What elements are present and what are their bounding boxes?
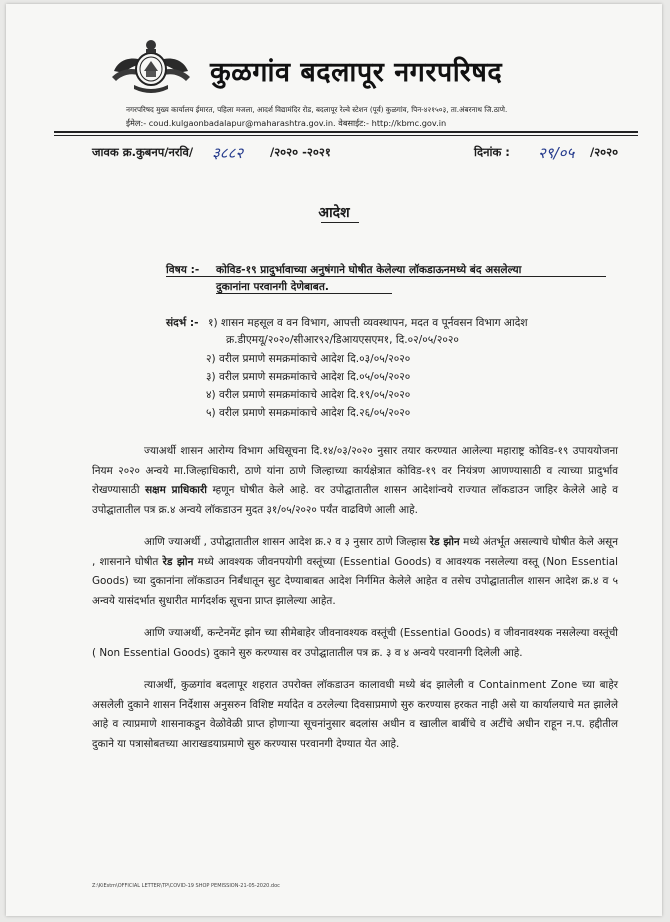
header-divider-thin <box>54 135 638 136</box>
document-page <box>6 4 662 916</box>
body-paragraph-4: त्याअर्थी, कुळगांव बदलापूर शहरात उपरोक्त लॉकडाउन कालावधी मध्ये बंद झालेली व Containment Zone च्या बाहेर असलेली दुकाने शासन निर्देशास अनुसरुन विशिष्ट मर्यादेत व ठरलेल्या दिवसाप्रमाणे सुरु करण्यास हरकत नाही असे या कार्यालयाचे मत झालेले आहे व त्याप्रमाणे शासनाकडून वेळोवेळी प्राप्त होणाऱ्या सूचनांनुसार बदलांस अधीन व खालील बाबींचे व अटींचे अधीन राहून न.प. हद्दीतील दुकाने या पत्रासोबतच्या आराखडयाप्रमाणे सुरु करण्यास परवानगी देण्यात येत आहे. <box>92 679 618 750</box>
municipal-emblem-icon <box>108 37 194 97</box>
reference-item: २) वरील प्रमाणे समक्रमांकाचे आदेश दि.०३/०५/२०२० <box>206 353 411 365</box>
body-paragraph-2: आणि ज्याअर्थी , उपोद्घातातील शासन आदेश क्र.२ व ३ नुसार ठाणे जिल्हास रेड झोन मध्ये अंतर्भूत असल्याचे घोषीत केले असून , शासनाने घोषीत रेड झोन मध्ये आवश्यक जीवनपयोगी वस्तूंच्या (Essential Goods) व आवश्यक नसलेल्या वस्तू (Non Essential Goods) च्या दुकानांना लॉकडाउन निर्बंधातून सुट देण्याबाबत आदेश निर्गमित केलेले आहेत व तसेच उपोद्घातातील शासन आदेश क्र.४ व ५ अन्वये यासंदर्भात सुधारीत मार्गदर्शक सूचना प्राप्त झालेल्या आहेत. <box>92 536 618 607</box>
contact-line <box>126 118 646 129</box>
reference-item: ५) वरील प्रमाणे समक्रमांकाचे आदेश दि.२६/०५/२०२० <box>206 407 411 419</box>
date-handwritten: २९/०५ <box>538 144 575 162</box>
subject-line-2: दुकानांना परवानगी देणेबाबत. <box>216 281 329 293</box>
subject-line-1: कोविड-१९ प्रादुर्भावाच्या अनुषंगाने घोषीत केलेल्या लॉकडाऊनमध्ये बंद असलेल्या <box>216 264 522 276</box>
red-zone-text: रेड झोन <box>162 555 194 568</box>
date-label: दिनांक : <box>474 145 510 159</box>
subject-underline-1 <box>166 276 606 277</box>
body-paragraph-3: आणि ज्याअर्थी, कन्टेनमेंट झोन च्या सीमेबाहेर जीवनावश्यक वस्तूंची (Essential Goods) व जीवनावश्यक नसलेल्या वस्तूंची ( Non Essential Goods) दुकाने सुरु करण्यास वर उपोद्घातातील पत्र क्र. ३ व ४ अन्वये परवानगी दिलेली आहे. <box>92 627 618 659</box>
reference-item: क्र.डीएमयू/२०२०/सीआर९२/डिआयएसएम१, दि.०२/०५/२०२० <box>226 334 459 346</box>
title-underline <box>321 222 359 223</box>
reference-item: ३) वरील प्रमाणे समक्रमांकाचे आदेश दि.०५/०५/२०२० <box>206 371 411 383</box>
references-label: संदर्भ :- <box>166 317 199 329</box>
header-divider <box>54 131 638 133</box>
subject-label: विषय :- <box>166 264 200 276</box>
email-address[interactable]: coud.kulgaonbadalapur@maharashtra.gov.in. <box>148 118 336 128</box>
organization-name: कुळगांव बदलापूर नगरपरिषद <box>210 57 503 88</box>
competent-authority-text: सक्षम प्राधिकारी <box>145 484 207 496</box>
email-label: ईमेल:- <box>126 118 147 128</box>
outward-year: /२०२० -२०२१ <box>270 145 331 159</box>
reference-row <box>92 143 622 165</box>
body-paragraph-1: ज्याअर्थी शासन आरोग्य विभाग अधिसूचना दि.१४/०३/२०२० नुसार तयार करण्यात आलेल्या महाराष्ट्र कोविड-१९ उपाययोजना नियम २०२० अन्वये मा.जिल्हाधिकारी, ठाणे यांना ठाणे जिल्हाच्या कार्यक्षेत्रात कोविड-१९ वर नियंत्रण आणण्यासाठी व त्याच्या प्रादुर्भाव रोखण्यासाठी सक्षम प्राधिकारी म्हणून घोषीत केले आहे. वर उपोद्घातातील शासन आदेशांन्वये राज्यात लॉकडाउन जाहिर केलेले आहे व उपोद्घातातील पत्र क्र.४ अन्वये लॉकडाउन मुदत ३१/०५/२०२० पर्यंत वाढविणे आली आहे. <box>92 445 619 516</box>
website-link[interactable]: http://kbmc.gov.in <box>371 118 447 128</box>
outward-number-label: जावक क्र.कुबनप/नरवि/ <box>92 145 194 159</box>
date-year: /२०२० <box>590 145 619 159</box>
reference-item: १) शासन महसूल व वन विभाग, आपत्ती व्यवस्थापन, मदत व पूर्नवसन विभाग आदेश <box>208 317 528 329</box>
order-title: आदेश <box>318 205 350 221</box>
website-label: वेबसाईट:- <box>338 118 370 128</box>
reference-item: ४) वरील प्रमाणे समक्रमांकाचे आदेश दि.१९/०५/२०२० <box>206 389 411 401</box>
file-path-footer: Z:\KiEstm\OFFICIAL LETTER\TP\COVID-19 SHOP PEMISSION-21-05-2020.doc <box>92 883 280 889</box>
order-body <box>92 442 618 767</box>
red-zone-text: रेड झोन <box>429 536 460 548</box>
subject-underline-2 <box>216 293 392 294</box>
office-address: नगरपरिषद मुख्य कार्यालय ईमारत, पहिला मजला, आदर्श विद्यामंदिर रोड, बदलापूर रेल्वे स्टेशन (पूर्व) कुळगांव, पिन-४२१५०३, ता.अंबरनाथ जि.ठाणे. <box>126 105 508 114</box>
outward-number-handwritten: ३८८२ <box>212 144 244 162</box>
